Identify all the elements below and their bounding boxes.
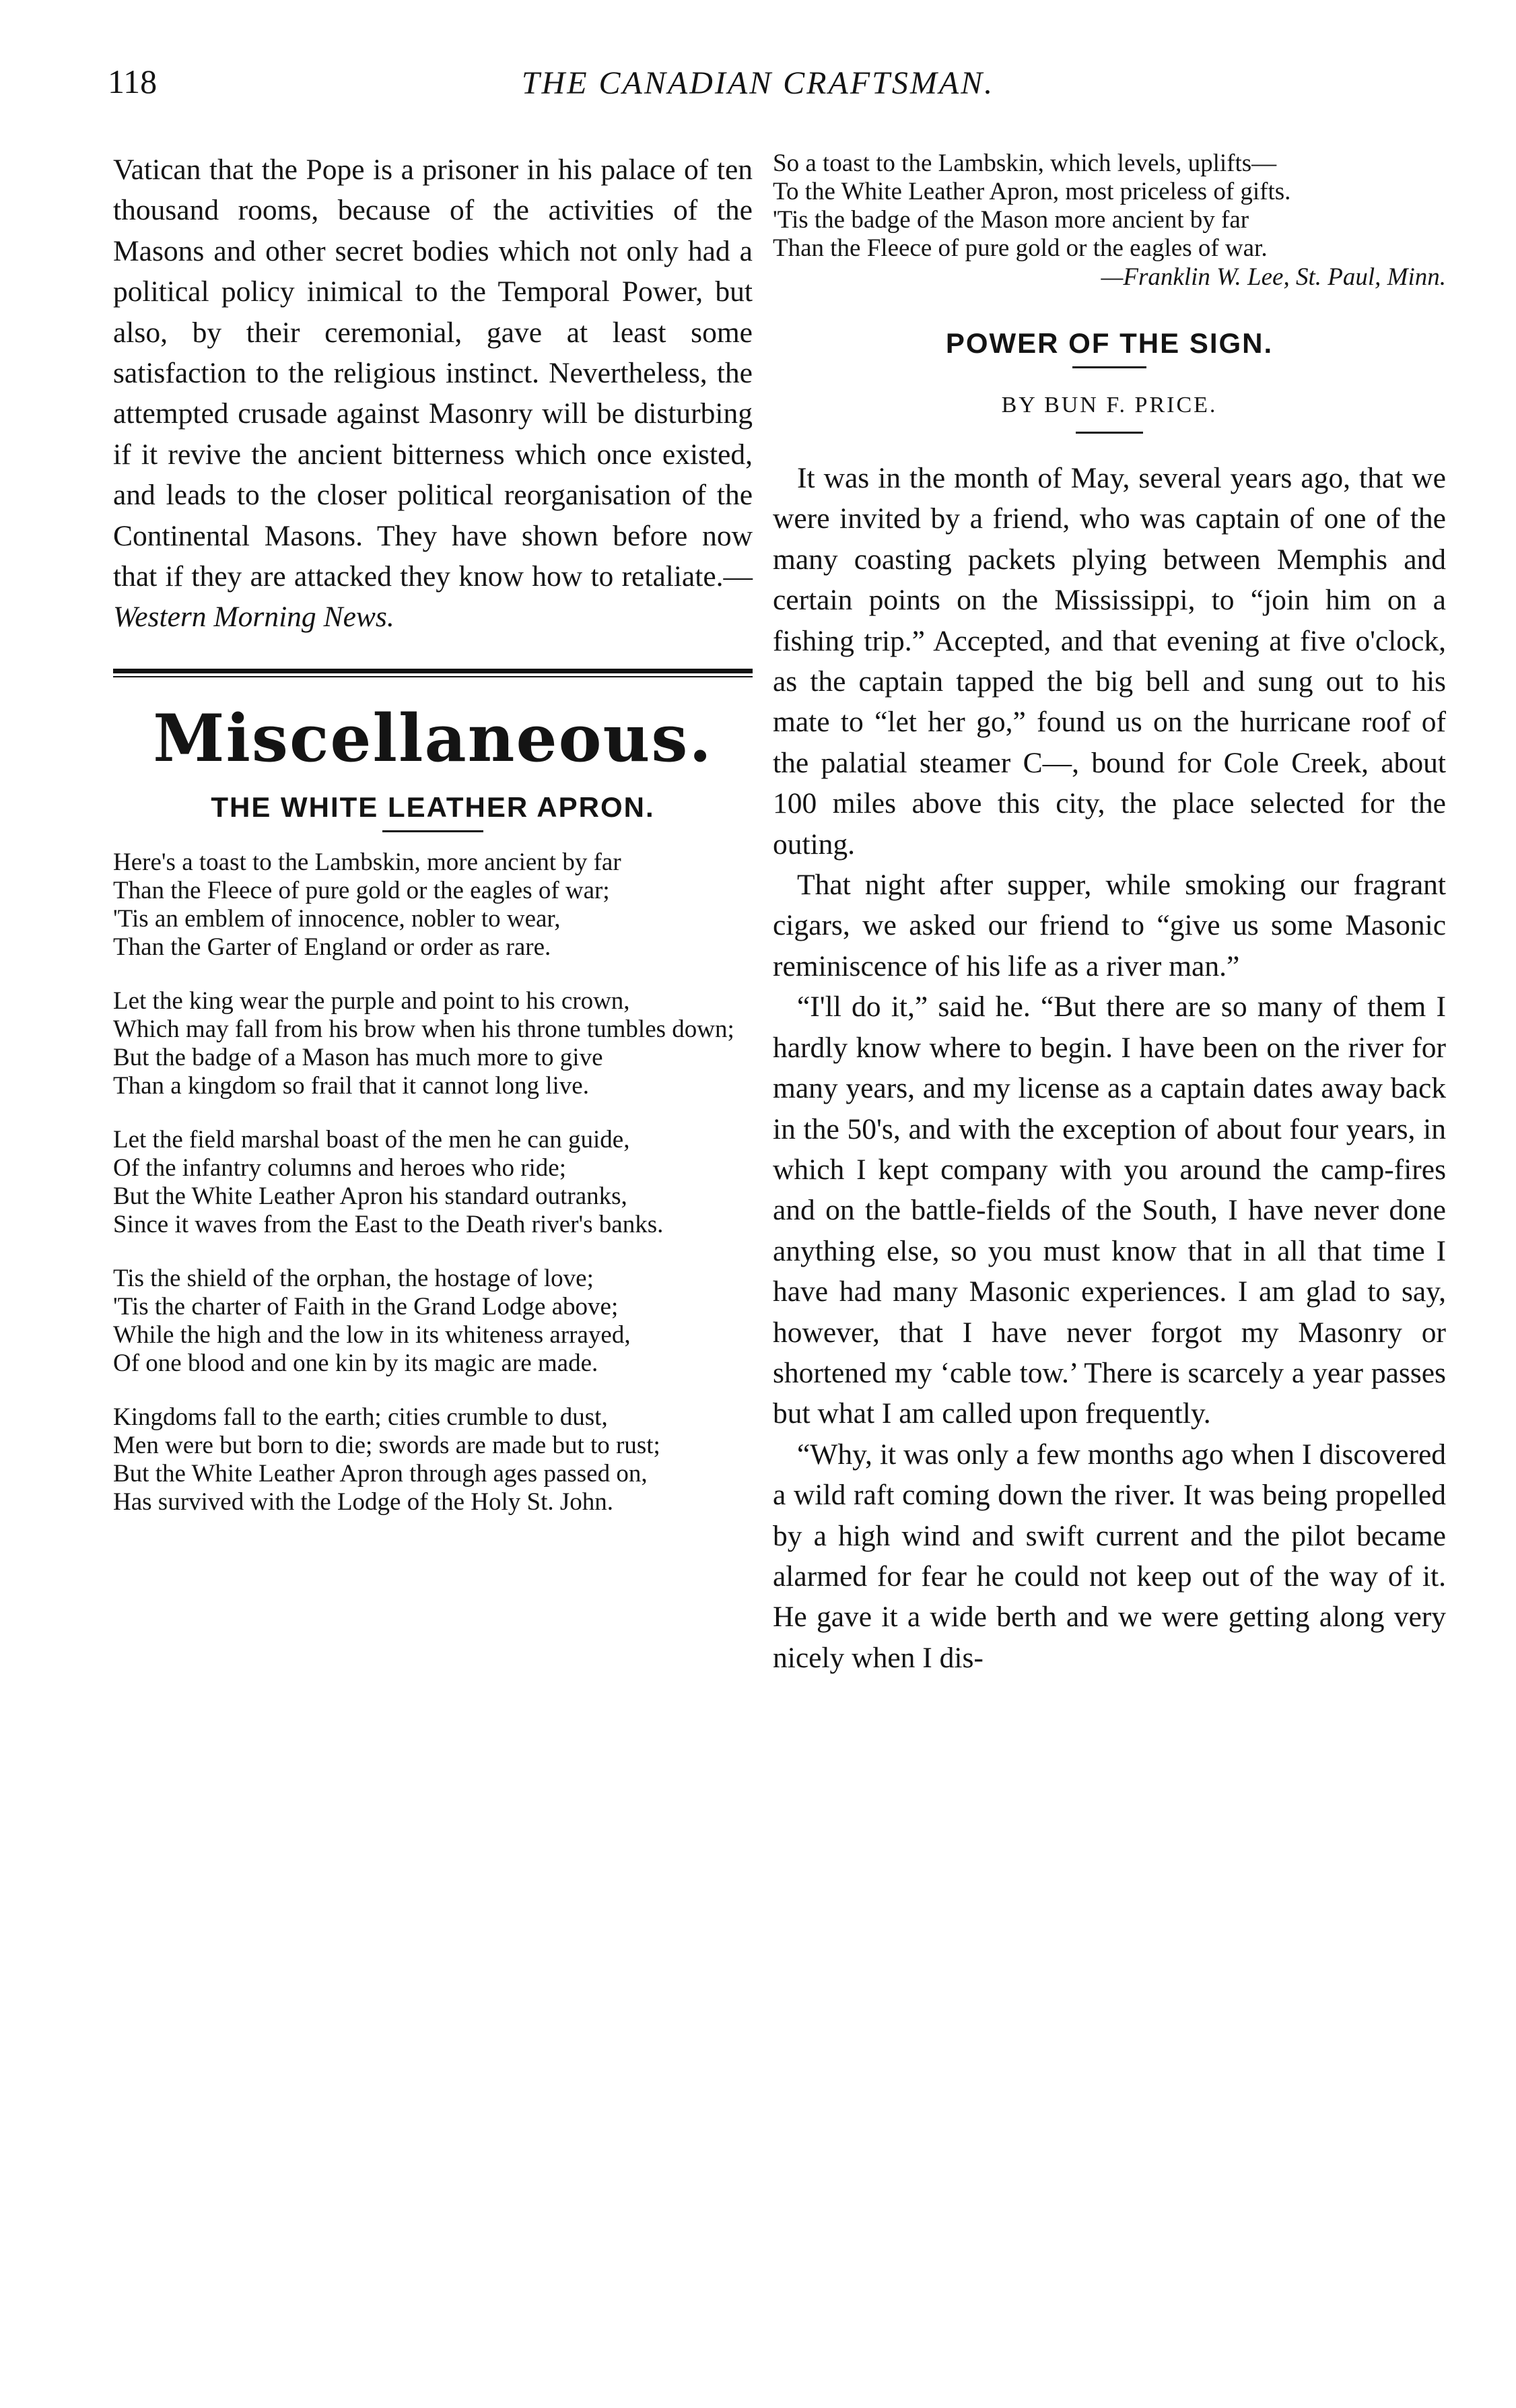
article-paragraph: It was in the month of May, several years ago, that we were invited by a friend, who was captain of one of the many coasting packets plying between Memphis and certain points on the Mississippi, to “join him on a fishing trip.” Accepted, and that evening at five o'clock, as the captain tapped the big bell and sung out to his mate to “let her go,” found us on the hurricane roof of the palatial steamer C—, bound for Cole Creek, about 100 miles above this city, the place selected for the outing.: [773, 462, 1446, 861]
article-body: [773, 458, 1446, 1678]
continued-article: [113, 149, 753, 638]
page-header: [94, 62, 1422, 116]
page-number: 118: [108, 63, 158, 100]
verse-line: Kingdoms fall to the earth; cities crumble to dust,: [113, 1403, 608, 1431]
title-underline: [382, 830, 483, 832]
stanza: [113, 848, 753, 962]
section-divider-thick: [113, 669, 753, 673]
right-column: [773, 149, 1446, 1678]
byline: BY BUN F. PRICE.: [1001, 393, 1218, 417]
title-underline: [1072, 366, 1146, 368]
left-column: [113, 149, 753, 1542]
verse-line: Than the Fleece of pure gold or the eagles of war.: [773, 234, 1268, 262]
verse-line: So a toast to the Lambskin, which levels, uplifts—: [773, 149, 1277, 177]
verse-line: Of the infantry columns and heroes who ride;: [113, 1153, 567, 1182]
article-paragraph: That night after supper, while smoking our fragrant cigars, we asked our friend to “give us some Masonic reminiscence of his life as a river man.”: [773, 869, 1446, 982]
byline-rule: [1076, 432, 1143, 434]
article-title: [773, 327, 1446, 380]
verse-line: Let the king wear the purple and point to his crown,: [113, 986, 630, 1015]
verse-line: Has survived with the Lodge of the Holy St. John.: [113, 1487, 613, 1516]
poem-continuation: [773, 149, 1446, 263]
source-citation: Western Morning News.: [113, 601, 394, 634]
verse-line: Since it waves from the East to the Death river's banks.: [113, 1210, 664, 1238]
verse-line: 'Tis the badge of the Mason more ancient by far: [773, 206, 1249, 234]
verse-line: But the badge of a Mason has much more to give: [113, 1043, 603, 1071]
verse-line: But the White Leather Apron his standard outranks,: [113, 1182, 627, 1210]
verse-line: Than the Garter of England or order as rare.: [113, 933, 551, 961]
stanza: [113, 1265, 753, 1378]
poem: [113, 848, 753, 1516]
section-divider-thin: [113, 676, 753, 677]
article-paragraph: “I'll do it,” said he. “But there are so many of them I hardly know where to begin. I have been on the river for many years, and my license as a captain dates away back in the 50's, and with the exception of about four years, in which I kept company with you around the camp-fires and on the battle-fields of the South, I have never done anything else, so you must know that in all that time I have had many Masonic experiences. I am glad to say, however, that I have never forgot my Masonry or shortened my ‘cable tow.’ There is scarcely a year passes but what I am called upon frequently.: [773, 991, 1446, 1430]
verse-line: Men were but born to die; swords are made but to rust;: [113, 1431, 660, 1459]
verse-line: Tis the shield of the orphan, the hostage of love;: [113, 1264, 594, 1292]
article-paragraph: “Why, it was only a few months ago when I discovered a wild raft coming down the river. It was being propelled by a high wind and swift current and the pilot became alarmed for fear he could not keep out of the way of it. He gave it a wide berth and we were getting along very nicely when I dis-: [773, 1438, 1446, 1674]
stanza: [113, 1126, 753, 1239]
verse-line: While the high and the low in its whiteness arrayed,: [113, 1320, 631, 1349]
verse-line: 'Tis an emblem of innocence, nobler to wear,: [113, 904, 561, 933]
poem-title-text: THE WHITE LEATHER APRON.: [211, 791, 655, 823]
verse-line: Than a kingdom so frail that it cannot long live.: [113, 1071, 589, 1100]
article-title-text: POWER OF THE SIGN.: [945, 327, 1274, 359]
poem-title: [113, 791, 753, 844]
verse-line: Let the field marshal boast of the men he can guide,: [113, 1125, 630, 1153]
verse-line: Than the Fleece of pure gold or the eagles of war;: [113, 876, 610, 904]
verse-line: Here's a toast to the Lambskin, more ancient by far: [113, 848, 621, 876]
poem-attribution: —Franklin W. Lee, St. Paul, Minn.: [1101, 263, 1446, 291]
verse-line: But the White Leather Apron through ages passed on,: [113, 1459, 648, 1487]
verse-line: Which may fall from his brow when his throne tumbles down;: [113, 1015, 734, 1043]
continued-paragraph: [113, 149, 753, 638]
verse-line: 'Tis the charter of Faith in the Grand Lodge above;: [113, 1292, 619, 1320]
running-title: THE CANADIAN CRAFTSMAN.: [521, 65, 995, 101]
verse-line: To the White Leather Apron, most priceless of gifts.: [773, 178, 1291, 205]
stanza: [113, 987, 753, 1100]
section-heading: Miscellaneous.: [153, 700, 713, 776]
verse-line: Of one blood and one kin by its magic are made.: [113, 1349, 598, 1377]
stanza: [113, 1403, 753, 1516]
paragraph-text: Vatican that the Pope is a prisoner in his palace of ten thousand rooms, because of the activities of the Masons and other secret bodies which not only had a political policy inimical to the Temporal Power, but also, by their ceremonial, gave at least some satisfaction to the religious instinct. Nevertheless, the attempted crusade against Masonry will be disturbing if it revive the ancient bitterness which once existed, and leads to the closer political reorganisation of the Continental Masons. They have shown before now that if they are attacked they know how to retaliate.—: [113, 154, 753, 593]
